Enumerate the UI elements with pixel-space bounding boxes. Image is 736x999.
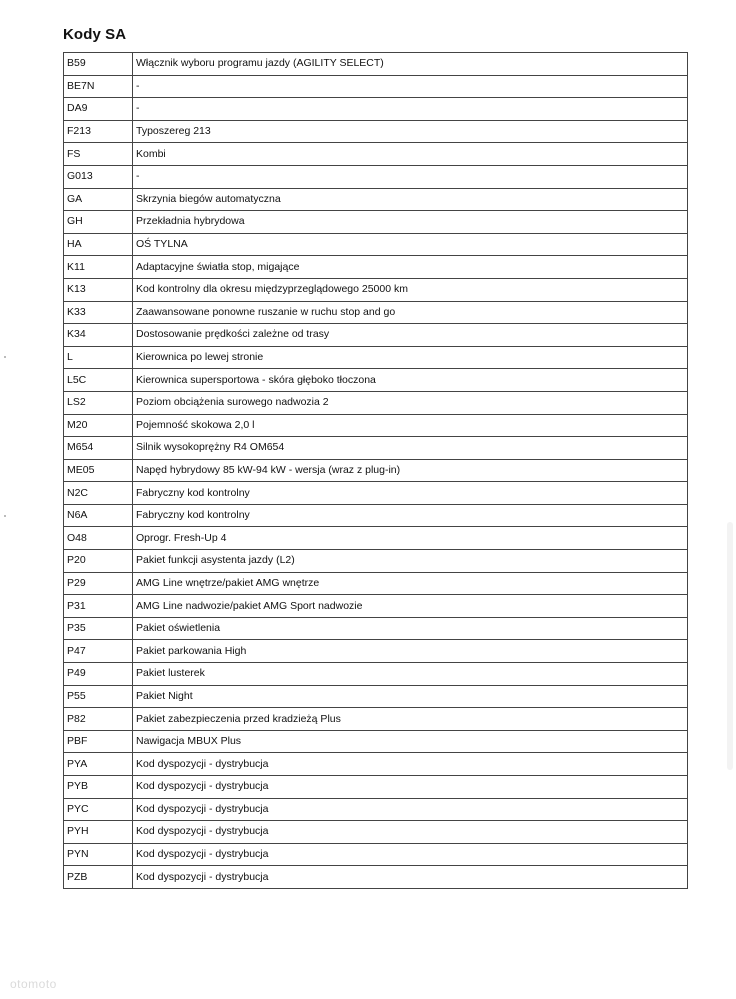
code-cell: L5C — [64, 369, 133, 392]
table-row — [64, 120, 688, 143]
code-cell: B59 — [64, 53, 133, 76]
code-cell: M20 — [64, 414, 133, 437]
code-cell: P31 — [64, 595, 133, 618]
description-cell: Kod dyspozycji - dystrybucja — [133, 821, 688, 844]
code-cell: N2C — [64, 482, 133, 505]
page-title: Kody SA — [63, 26, 127, 43]
table-row — [64, 391, 688, 414]
code-cell: K34 — [64, 324, 133, 347]
edge-mark — [4, 515, 6, 517]
code-cell: PYA — [64, 753, 133, 776]
table-row — [64, 866, 688, 889]
description-cell: Pojemność skokowa 2,0 l — [133, 414, 688, 437]
code-cell: GH — [64, 211, 133, 234]
description-cell: Kod dyspozycji - dystrybucja — [133, 798, 688, 821]
code-cell: HA — [64, 233, 133, 256]
table-row — [64, 437, 688, 460]
description-cell: AMG Line nadwozie/pakiet AMG Sport nadwozie — [133, 595, 688, 618]
description-cell: Kierownica supersportowa - skóra głęboko tłoczona — [133, 369, 688, 392]
table-row — [64, 188, 688, 211]
table-row — [64, 843, 688, 866]
table-row — [64, 143, 688, 166]
description-cell: Oprogr. Fresh-Up 4 — [133, 527, 688, 550]
table-row — [64, 53, 688, 76]
code-cell: LS2 — [64, 391, 133, 414]
description-cell: - — [133, 75, 688, 98]
description-cell: Kod dyspozycji - dystrybucja — [133, 866, 688, 889]
code-cell: P47 — [64, 640, 133, 663]
description-cell: Skrzynia biegów automatyczna — [133, 188, 688, 211]
code-cell: GA — [64, 188, 133, 211]
description-cell: Pakiet parkowania High — [133, 640, 688, 663]
code-cell: K33 — [64, 301, 133, 324]
description-cell: Kierownica po lewej stronie — [133, 346, 688, 369]
code-cell: ME05 — [64, 459, 133, 482]
table-row — [64, 165, 688, 188]
table-row — [64, 233, 688, 256]
code-cell: L — [64, 346, 133, 369]
code-cell: PYB — [64, 776, 133, 799]
description-cell: Kod kontrolny dla okresu międzyprzeglądowego 25000 km — [133, 278, 688, 301]
table-row — [64, 640, 688, 663]
description-cell: Przekładnia hybrydowa — [133, 211, 688, 234]
table-row — [64, 776, 688, 799]
table-row — [64, 821, 688, 844]
table-row — [64, 98, 688, 121]
table-row — [64, 685, 688, 708]
code-cell: PYC — [64, 798, 133, 821]
code-cell: PZB — [64, 866, 133, 889]
table-row — [64, 663, 688, 686]
table-row — [64, 346, 688, 369]
table-row — [64, 211, 688, 234]
table-row — [64, 572, 688, 595]
table-row — [64, 256, 688, 279]
table-row — [64, 414, 688, 437]
sa-codes-table — [63, 52, 688, 889]
code-cell: P35 — [64, 617, 133, 640]
description-cell: Kod dyspozycji - dystrybucja — [133, 843, 688, 866]
description-cell: Kod dyspozycji - dystrybucja — [133, 753, 688, 776]
sa-codes-table-body — [64, 53, 688, 889]
code-cell: PYH — [64, 821, 133, 844]
description-cell: Kombi — [133, 143, 688, 166]
table-row — [64, 504, 688, 527]
description-cell: Pakiet Night — [133, 685, 688, 708]
code-cell: K13 — [64, 278, 133, 301]
description-cell: AMG Line wnętrze/pakiet AMG wnętrze — [133, 572, 688, 595]
table-row — [64, 324, 688, 347]
code-cell: N6A — [64, 504, 133, 527]
code-cell: BE7N — [64, 75, 133, 98]
description-cell: Zaawansowane ponowne ruszanie w ruchu stop and go — [133, 301, 688, 324]
code-cell: P49 — [64, 663, 133, 686]
code-cell: PYN — [64, 843, 133, 866]
description-cell: Typoszereg 213 — [133, 120, 688, 143]
table-row — [64, 730, 688, 753]
code-cell: P29 — [64, 572, 133, 595]
description-cell: Dostosowanie prędkości zależne od trasy — [133, 324, 688, 347]
code-cell: P20 — [64, 550, 133, 573]
description-cell: OŚ TYLNA — [133, 233, 688, 256]
table-row — [64, 301, 688, 324]
description-cell: Silnik wysokoprężny R4 OM654 — [133, 437, 688, 460]
table-row — [64, 753, 688, 776]
table-row — [64, 278, 688, 301]
description-cell: Pakiet zabezpieczenia przed kradzieżą Plus — [133, 708, 688, 731]
code-cell: P82 — [64, 708, 133, 731]
table-row — [64, 527, 688, 550]
watermark: otomoto — [10, 977, 57, 991]
description-cell: Nawigacja MBUX Plus — [133, 730, 688, 753]
description-cell: Poziom obciążenia surowego nadwozia 2 — [133, 391, 688, 414]
description-cell: - — [133, 165, 688, 188]
code-cell: DA9 — [64, 98, 133, 121]
table-row — [64, 550, 688, 573]
description-cell: Pakiet funkcji asystenta jazdy (L2) — [133, 550, 688, 573]
code-cell: FS — [64, 143, 133, 166]
scroll-strip — [727, 522, 733, 770]
edge-mark — [4, 356, 6, 358]
code-cell: O48 — [64, 527, 133, 550]
table-row — [64, 482, 688, 505]
table-row — [64, 617, 688, 640]
description-cell: Fabryczny kod kontrolny — [133, 504, 688, 527]
description-cell: Kod dyspozycji - dystrybucja — [133, 776, 688, 799]
table-row — [64, 75, 688, 98]
description-cell: - — [133, 98, 688, 121]
description-cell: Adaptacyjne światła stop, migające — [133, 256, 688, 279]
code-cell: M654 — [64, 437, 133, 460]
table-row — [64, 459, 688, 482]
table-row — [64, 798, 688, 821]
description-cell: Włącznik wyboru programu jazdy (AGILITY SELECT) — [133, 53, 688, 76]
description-cell: Pakiet oświetlenia — [133, 617, 688, 640]
code-cell: P55 — [64, 685, 133, 708]
description-cell: Fabryczny kod kontrolny — [133, 482, 688, 505]
code-cell: K11 — [64, 256, 133, 279]
code-cell: F213 — [64, 120, 133, 143]
description-cell: Napęd hybrydowy 85 kW-94 kW - wersja (wraz z plug-in) — [133, 459, 688, 482]
table-row — [64, 369, 688, 392]
description-cell: Pakiet lusterek — [133, 663, 688, 686]
code-cell: PBF — [64, 730, 133, 753]
table-row — [64, 708, 688, 731]
code-cell: G013 — [64, 165, 133, 188]
table-row — [64, 595, 688, 618]
